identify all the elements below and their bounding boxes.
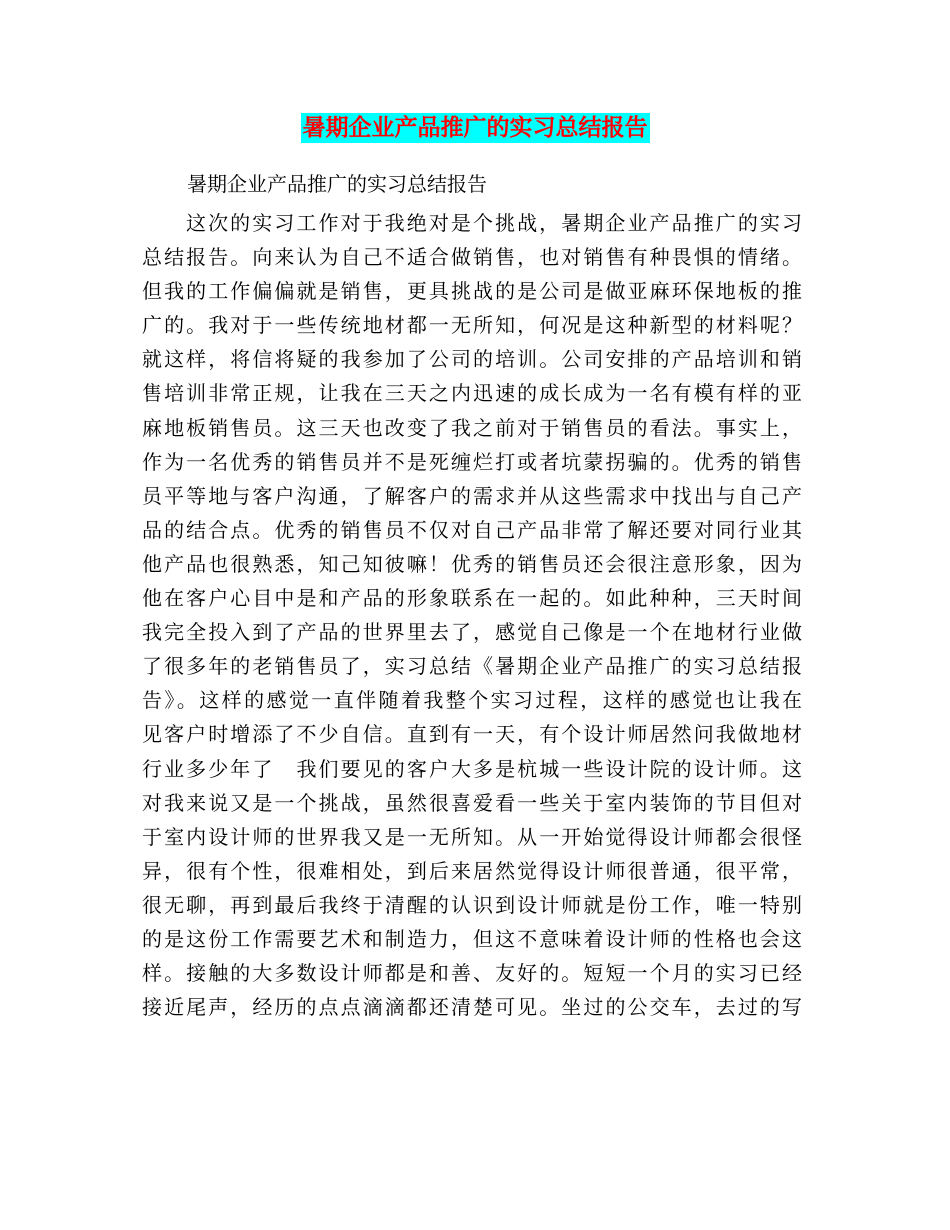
- body-line: 于室内设计师的世界我又是一无所知。从一开始觉得设计师都会很怪: [142, 824, 802, 849]
- body-line: 见客户时增添了不少自信。直到有一天，有个设计师居然问我做地材: [142, 722, 802, 747]
- body-line: 行业多少年了 我们要见的客户大多是杭城一些设计院的设计师。这: [142, 756, 802, 781]
- body-line: 但我的工作偏偏就是销售，更具挑战的是公司是做亚麻环保地板的推: [142, 279, 802, 304]
- document-subtitle: 暑期企业产品推广的实习总结报告: [187, 172, 487, 196]
- body-line: 品的结合点。优秀的销售员不仅对自己产品非常了解还要对同行业其: [142, 517, 802, 542]
- body-line: 他在客户心目中是和产品的形象联系在一起的。如此种种，三天时间: [142, 586, 802, 611]
- body-line: 售培训非常正规，让我在三天之内迅速的成长成为一名有模有样的亚: [142, 381, 802, 406]
- body-line: 很无聊，再到最后我终于清醒的认识到设计师就是份工作，唯一特别: [142, 892, 802, 917]
- body-line: 我完全投入到了产品的世界里去了，感觉自己像是一个在地材行业做: [142, 620, 802, 645]
- document-title: 暑期企业产品推广的实习总结报告: [302, 114, 648, 141]
- body-line: 告》。这样的感觉一直伴随着我整个实习过程，这样的感觉也让我在: [142, 688, 802, 713]
- body-line: 这次的实习工作对于我绝对是个挑战，暑期企业产品推广的实习: [186, 211, 802, 235]
- body-line: 他产品也很熟悉，知己知彼嘛！优秀的销售员还会很注意形象，因为: [142, 551, 802, 576]
- body-line: 样。接触的大多数设计师都是和善、友好的。短短一个月的实习已经: [142, 961, 802, 986]
- document-body: [142, 206, 802, 1024]
- body-line: 员平等地与客户沟通，了解客户的需求并从这些需求中找出与自己产: [142, 483, 802, 508]
- body-line: 作为一名优秀的销售员并不是死缠烂打或者坑蒙拐骗的。优秀的销售: [142, 449, 802, 474]
- body-line: 的是这份工作需要艺术和制造力，但这不意味着设计师的性格也会这: [142, 926, 802, 951]
- body-line: 对我来说又是一个挑战，虽然很喜爱看一些关于室内装饰的节目但对: [142, 790, 802, 815]
- body-line: 总结报告。向来认为自己不适合做销售，也对销售有种畏惧的情绪。: [142, 245, 802, 270]
- body-line: 了很多年的老销售员了，实习总结《暑期企业产品推广的实习总结报: [142, 654, 802, 679]
- body-line: 异，很有个性，很难相处，到后来居然觉得设计师很普通，很平常，: [142, 858, 802, 883]
- body-line: 广的。我对于一些传统地材都一无所知，何况是这种新型的材料呢？: [142, 313, 802, 338]
- body-line: 麻地板销售员。这三天也改变了我之前对于销售员的看法。事实上，: [142, 415, 802, 440]
- title-container: [0, 113, 950, 143]
- body-line: 接近尾声，经历的点点滴滴都还清楚可见。坐过的公交车，去过的写: [142, 995, 802, 1020]
- body-line: 就这样，将信将疑的我参加了公司的培训。公司安排的产品培训和销: [142, 347, 802, 372]
